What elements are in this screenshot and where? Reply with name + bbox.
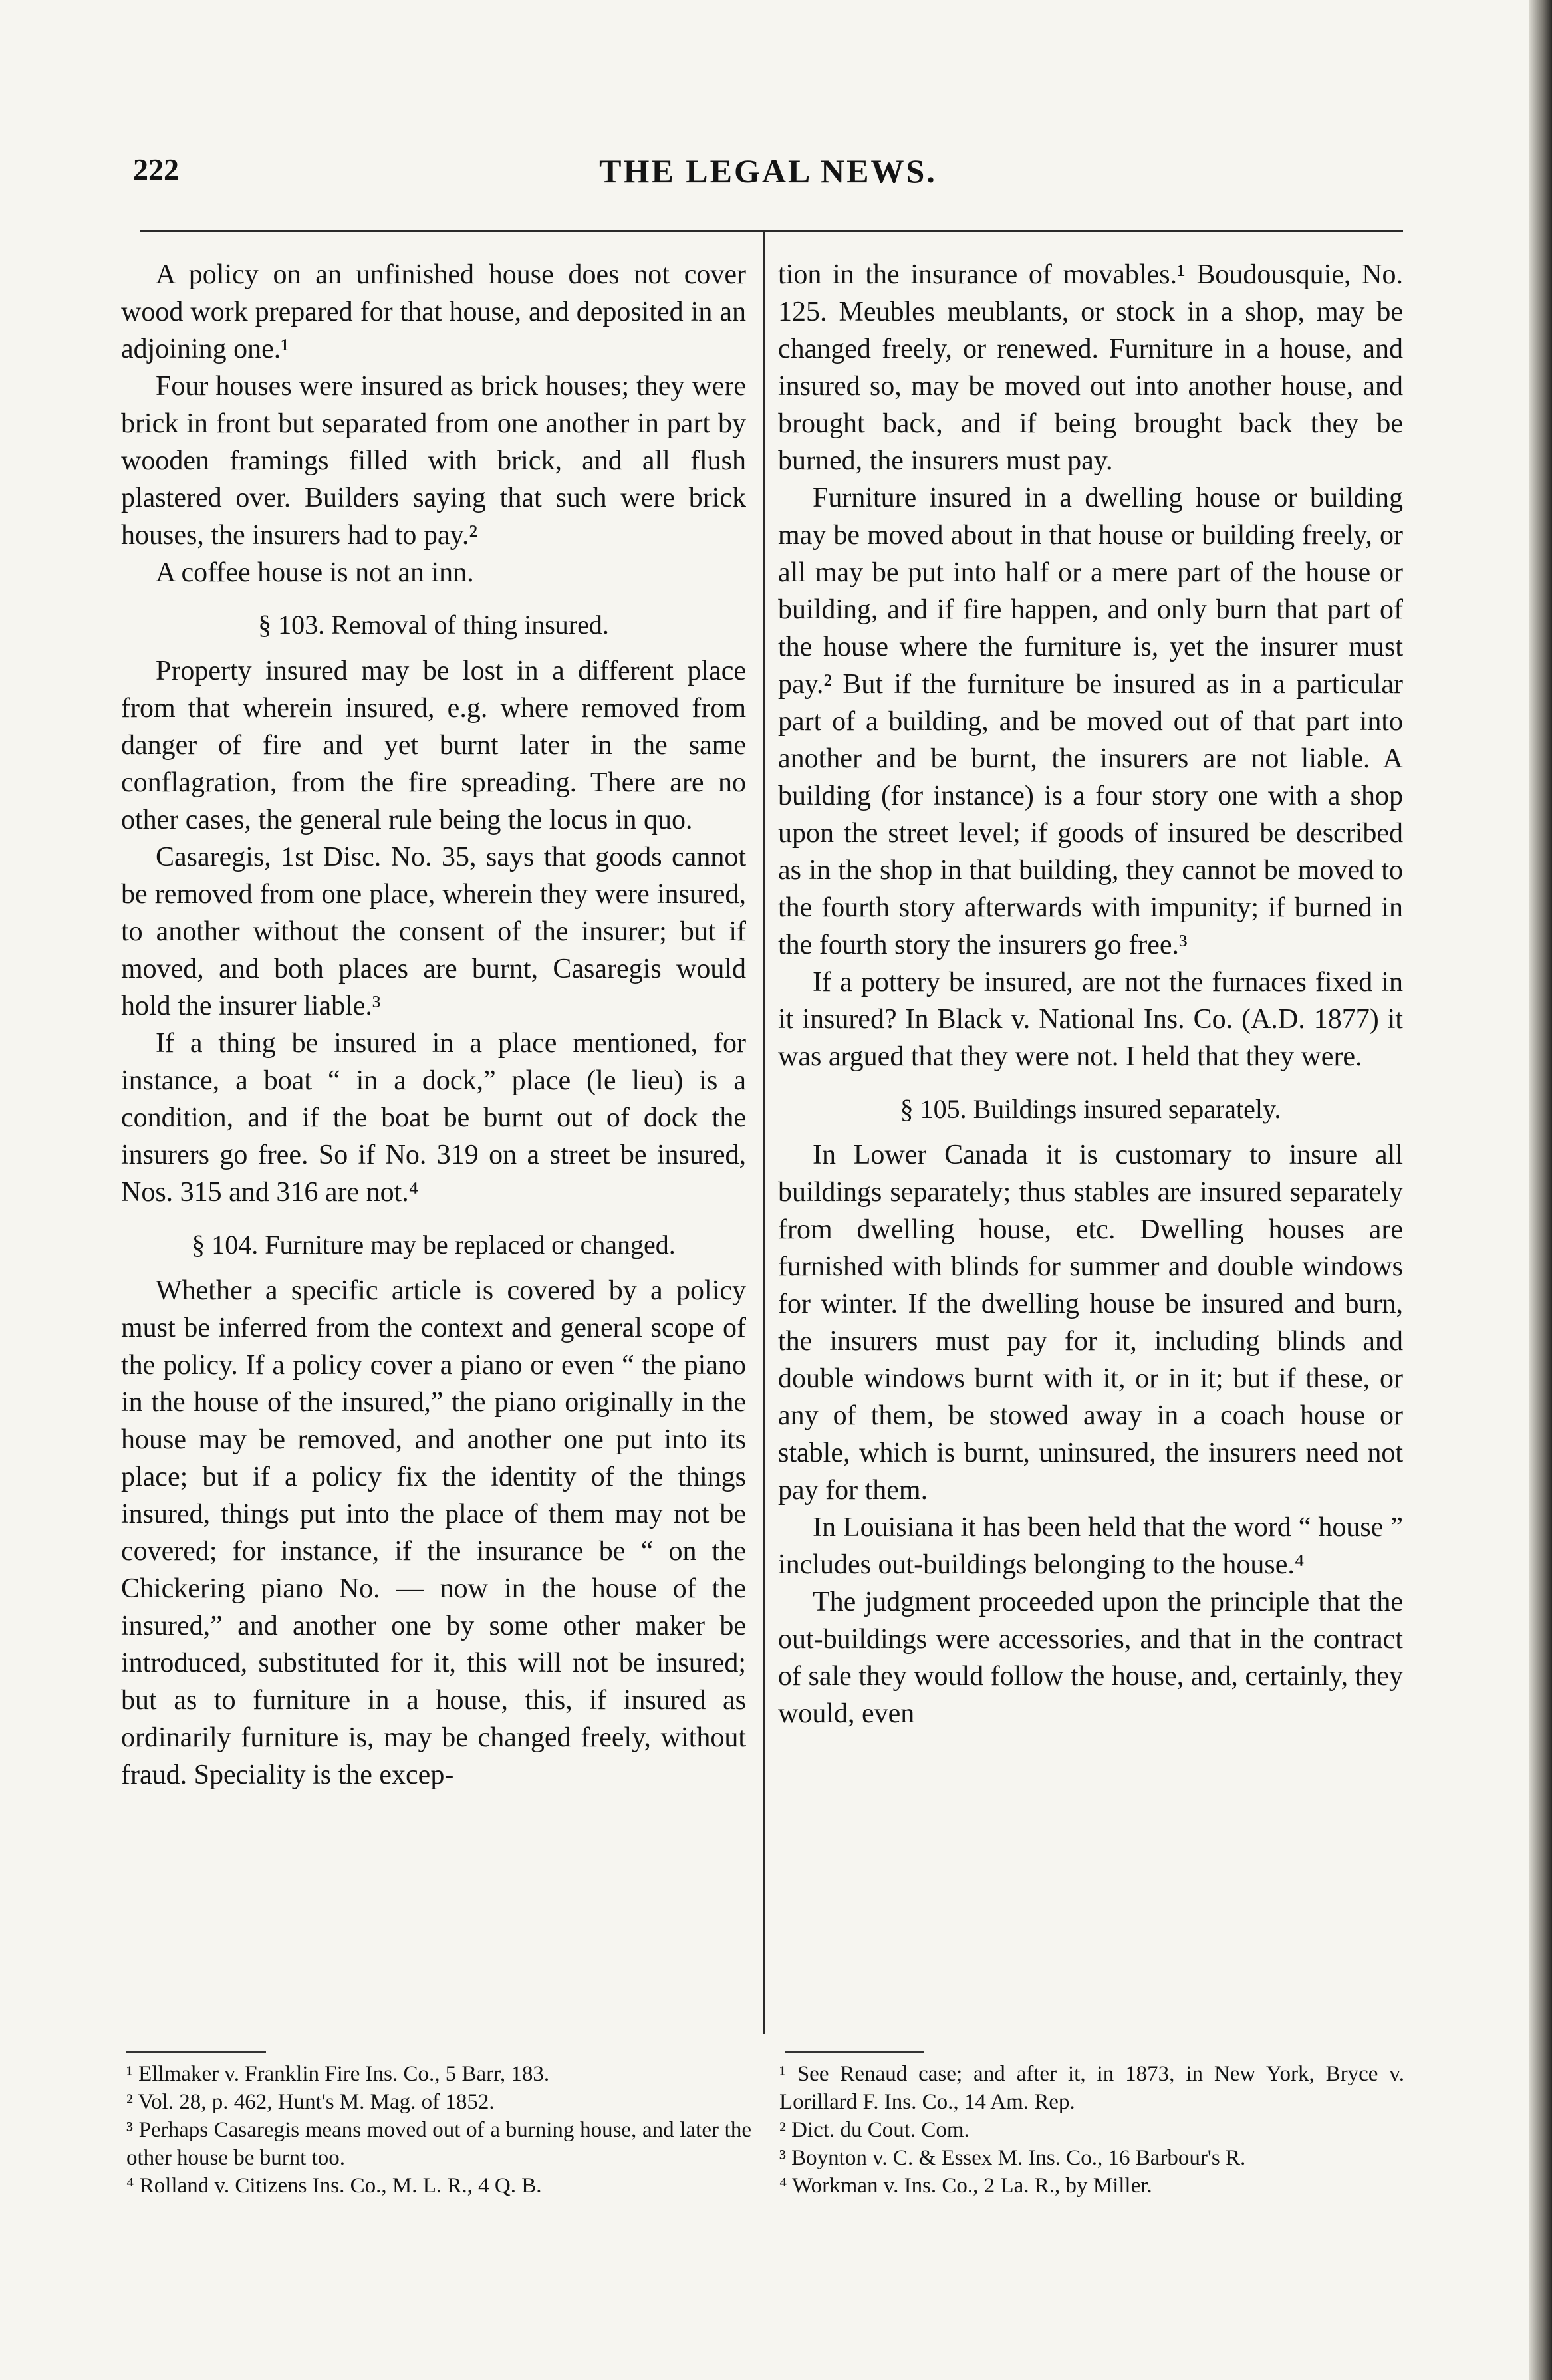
paragraph: Property insured may be lost in a different place from that wherein insured, e.g. where removed from danger of fire and yet burnt later in the same conflagration, from the fire spreading. There are no other cases, the general rule being the locus in quo.	[121, 656, 746, 835]
footnote: ¹ See Renaud case; and after it, in 1873, in New York, Bryce v. Lorillard F. Ins. Co., 14 Am. Rep.	[779, 2062, 1404, 2114]
footnote: ³ Boynton v. C. & Essex M. Ins. Co., 16 Barbour's R.	[779, 2146, 1246, 2170]
section-heading-103: § 103. Removal of thing insured.	[258, 610, 609, 640]
section-heading-104: § 104. Furniture may be replaced or changed.	[192, 1230, 676, 1259]
footnotes-right	[779, 2060, 1404, 2200]
footnotes-left	[126, 2060, 751, 2200]
footnote-rule-right	[785, 2051, 924, 2053]
paragraph: A policy on an unfinished house does not cover wood work prepared for that house, and deposited in an adjoining one.¹	[121, 259, 746, 364]
paragraph: Four houses were insured as brick houses; they were brick in front but separated from one another in part by wooden framings filled with brick, and all flush plastered over. Builders saying that such were brick houses, the insurers had to pay.²	[121, 371, 746, 551]
footnote: ² Vol. 28, p. 462, Hunt's M. Mag. of 1852.	[126, 2090, 495, 2114]
paragraph: If a pottery be insured, are not the furnaces fixed in it insured? In Black v. National Ins. Co. (A.D. 1877) it was argued that they were not. I held that they were.	[778, 967, 1403, 1072]
header-rule	[140, 230, 1403, 232]
section-heading-105: § 105. Buildings insured separately.	[900, 1094, 1281, 1124]
paragraph: The judgment proceeded upon the principle that the out-buildings were accessories, and that in the contract of sale they would follow the house, and, certainly, they would, even	[778, 1587, 1403, 1729]
paragraph: Casaregis, 1st Disc. No. 35, says that goods cannot be removed from one place, wherein they were insured, to another without the consent of the insurer; but if moved, and both places are burnt, Casaregis would hold the insurer liable.³	[121, 842, 746, 1021]
paragraph: A coffee house is not an inn.	[156, 557, 474, 588]
paragraph: tion in the insurance of movables.¹ Boudousquie, No. 125. Meubles meublants, or stock in a shop, may be changed freely, or renewed. Furniture in a house, and insured so, may be moved out into another house, and brought back, and if being brought back they be burned, the insurers must pay.	[778, 259, 1403, 476]
page-number: 222	[133, 152, 179, 186]
footnote: ³ Perhaps Casaregis means moved out of a burning house, and later the other house be burnt too.	[126, 2118, 751, 2170]
footnote: ⁴ Rolland v. Citizens Ins. Co., M. L. R., 4 Q. B.	[126, 2174, 542, 2198]
right-column	[778, 256, 1403, 1732]
footnote: ¹ Ellmaker v. Franklin Fire Ins. Co., 5 Barr, 183.	[126, 2062, 550, 2086]
footnote: ² Dict. du Cout. Com.	[779, 2118, 970, 2142]
footnote-rule-left	[126, 2051, 266, 2053]
scanned-page-edge	[1529, 0, 1552, 2380]
paragraph: Furniture insured in a dwelling house or building may be moved about in that house or building freely, or all may be put into half or a mere part of the house or building, and if fire happen, and only burn that part of the house where the furniture is, yet the insurer must pay.² But if the furniture be insured as in a particular part of a building, and be moved out of that part into another and be burnt, the insurers are not liable. A building (for instance) is a four story one with a shop upon the street level; if goods of insured be described as in the shop in that building, they cannot be moved to the fourth story afterwards with impunity; if burned in the fourth story the insurers go free.³	[778, 483, 1403, 960]
page-header	[133, 152, 1403, 211]
paragraph: If a thing be insured in a place mentioned, for instance, a boat “ in a dock,” place (le lieu) is a condition, and if the boat be burnt out of dock the insurers go free. So if No. 319 on a street be insured, Nos. 315 and 316 are not.⁴	[121, 1028, 746, 1208]
running-title: THE LEGAL NEWS.	[599, 152, 937, 190]
column-divider	[763, 231, 765, 2034]
paragraph: Whether a specific article is covered by a policy must be inferred from the context and general scope of the policy. If a policy cover a piano or even “ the piano in the house of the insured,” the piano originally in the house may be removed, and another one put into its place; but if a policy fix the identity of the things insured, things put into the place of them may not be covered; for instance, if the insurance be “ on the Chickering piano No. — now in the house of the insured,” and another one by some other maker be introduced, substituted for it, this will not be insured; but as to furniture in a house, this, if insured as ordinarily furniture is, may be changed freely, without fraud. Speciality is the excep-	[121, 1275, 746, 1790]
paragraph: In Louisiana it has been held that the word “ house ” includes out-buildings belonging to the house.⁴	[778, 1512, 1403, 1580]
footnote: ⁴ Workman v. Ins. Co., 2 La. R., by Miller.	[779, 2174, 1152, 2198]
paragraph: In Lower Canada it is customary to insure all buildings separately; thus stables are insured separately from dwelling house, etc. Dwelling houses are furnished with blinds for summer and double windows for winter. If the dwelling house be insured and burn, the insurers must pay for it, including blinds and double windows burnt with it, or in it; but if these, or any of them, be stowed away in a coach house or stable, which is burnt, uninsured, the insurers need not pay for them.	[778, 1140, 1403, 1506]
left-column	[121, 256, 746, 1793]
